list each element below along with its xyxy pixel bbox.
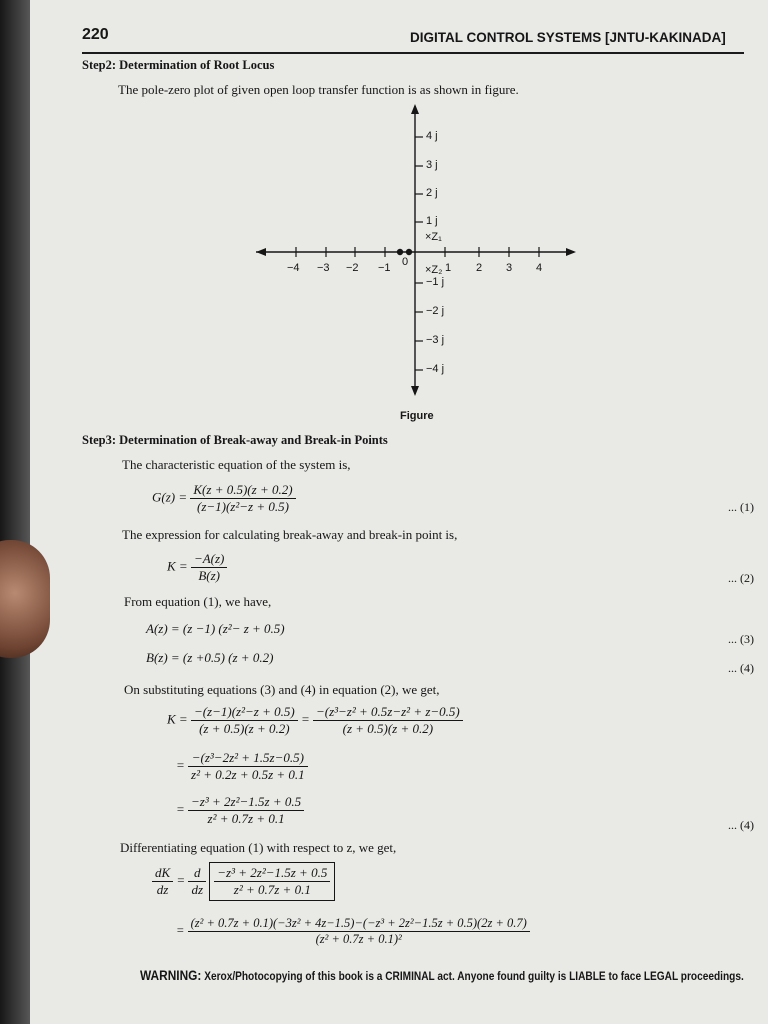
fraction [188, 794, 304, 827]
diff-intro: Differentiating equation (1) with respect to z, we get, [120, 840, 397, 855]
equals-sign: = [176, 872, 186, 888]
pole-zero-plot [250, 100, 582, 400]
denominator: (z² + 0.7z + 0.1)² [315, 932, 402, 946]
equals-sign: = [176, 757, 185, 773]
numerator: −z³ + 2z²−1.5z + 0.5 [188, 794, 304, 811]
bracket-group [209, 862, 335, 901]
eq-lhs: G(z) = [152, 489, 188, 505]
pole-label: ×Z₁ [425, 231, 442, 243]
pole-label: ×Z₂ [425, 264, 443, 276]
equation-1 [152, 482, 296, 515]
arrow-up-icon [411, 104, 419, 114]
numerator: −z³ + 2z²−1.5z + 0.5 [214, 865, 330, 882]
y-tick-label: 2 j [426, 187, 438, 199]
denominator: (z + 0.5)(z + 0.2) [342, 721, 434, 736]
char-eq-intro: The characteristic equation of the system is, [122, 457, 351, 472]
x-tick-label: −4 [287, 262, 300, 274]
thumb [0, 540, 50, 658]
y-tick-label: −3 j [426, 334, 445, 346]
step3-heading: Step3: Determination of Break-away and Break-in Points [82, 433, 388, 447]
y-tick-label: 1 j [426, 215, 438, 227]
derivative-equation [152, 862, 335, 901]
equation-number: ... (4) [728, 661, 754, 675]
fraction [188, 750, 308, 783]
y-tick-label: 4 j [426, 130, 438, 142]
equation-number: ... (3) [728, 632, 754, 646]
figure-caption: Figure [400, 410, 434, 422]
subst-intro: On substituting equations (3) and (4) in equation (2), we get, [124, 682, 440, 697]
denominator: dz [156, 882, 169, 897]
numerator: d [188, 865, 206, 882]
denominator: z² + 0.7z + 0.1 [207, 811, 285, 826]
eq-lhs: K = [167, 711, 188, 727]
fraction [152, 865, 173, 898]
arrow-right-icon [566, 248, 576, 256]
warning-label: WARNING: [140, 968, 202, 983]
fraction [190, 482, 295, 515]
denominator: z² + 0.7z + 0.1 [233, 882, 311, 897]
x-tick-label: −3 [317, 262, 330, 274]
warning-text: Xerox/Photocopying of this book is a CRIMINAL act. Anyone found guilty is LIABLE to face LEGAL proceedings. [201, 971, 744, 983]
zero-marker [397, 249, 403, 255]
eq-lhs: K = [167, 558, 188, 574]
zero-marker [406, 249, 412, 255]
origin-label: 0 [402, 256, 409, 268]
fraction [188, 916, 530, 947]
page-edge-shadow [0, 0, 32, 1024]
y-tick-label: 3 j [426, 159, 438, 171]
y-tick-label: −4 j [426, 363, 445, 375]
x-tick-label: −2 [346, 262, 359, 274]
numerator: −(z−1)(z²−z + 0.5) [191, 704, 298, 721]
equals-sign: = [300, 711, 310, 727]
expr-intro: The expression for calculating break-away and break-in point is, [122, 527, 458, 542]
equation-number: ... (1) [728, 500, 754, 514]
x-tick-label: −1 [378, 262, 391, 274]
numerator: (z² + 0.7z + 0.1)(−3z² + 4z−1.5)−(−z³ + 2z²−1.5z + 0.5)(2z + 0.7) [188, 916, 530, 932]
numerator: −(z³−z² + 0.5z−z² + z−0.5) [313, 704, 463, 721]
equation-number: ... (4) [728, 818, 754, 832]
x-tick-label: 2 [476, 262, 483, 274]
from-eq1: From equation (1), we have, [124, 594, 272, 609]
fraction [191, 551, 227, 584]
fraction [188, 865, 206, 898]
numerator: −(z³−2z² + 1.5z−0.5) [188, 750, 308, 767]
denominator: B(z) [198, 568, 220, 583]
arrow-down-icon [411, 386, 419, 396]
numerator: −A(z) [191, 551, 227, 568]
equation-k-expanded [167, 704, 463, 737]
fraction [313, 704, 463, 737]
denominator: (z−1)(z²−z + 0.5) [196, 499, 289, 514]
x-tick-label: 1 [445, 262, 452, 274]
y-tick-label: −2 j [426, 305, 445, 317]
denominator: dz [191, 882, 204, 897]
warning-footer [140, 968, 744, 983]
denominator: (z + 0.5)(z + 0.2) [199, 721, 290, 736]
y-tick-label: −1 j [426, 276, 445, 288]
running-title: DIGITAL CONTROL SYSTEMS [JNTU-KAKINADA] [410, 30, 726, 45]
step2-intro: The pole-zero plot of given open loop transfer function is as shown in figure. [118, 82, 519, 97]
header-rule [82, 52, 744, 54]
denominator: z² + 0.2z + 0.5z + 0.1 [191, 767, 305, 782]
final-derivative [176, 916, 530, 947]
step2-heading: Step2: Determination of Root Locus [82, 58, 275, 72]
equation-2 [167, 551, 227, 584]
equation-number: ... (2) [728, 571, 754, 585]
equals-sign: = [176, 801, 185, 817]
x-tick-label: 3 [506, 262, 513, 274]
numerator: K(z + 0.5)(z + 0.2) [190, 482, 295, 499]
b-of-z: B(z) = (z +0.5) (z + 0.2) [146, 650, 274, 665]
page-number: 220 [82, 26, 109, 43]
numerator: dK [152, 865, 173, 882]
equals-sign: = [176, 923, 185, 938]
fraction [191, 704, 298, 737]
x-tick-label: 4 [536, 262, 543, 274]
equation-k-step4 [176, 794, 304, 827]
arrow-left-icon [256, 248, 266, 256]
fraction [214, 865, 330, 898]
a-of-z: A(z) = (z −1) (z²− z + 0.5) [146, 621, 285, 636]
equation-k-step3 [176, 750, 308, 783]
